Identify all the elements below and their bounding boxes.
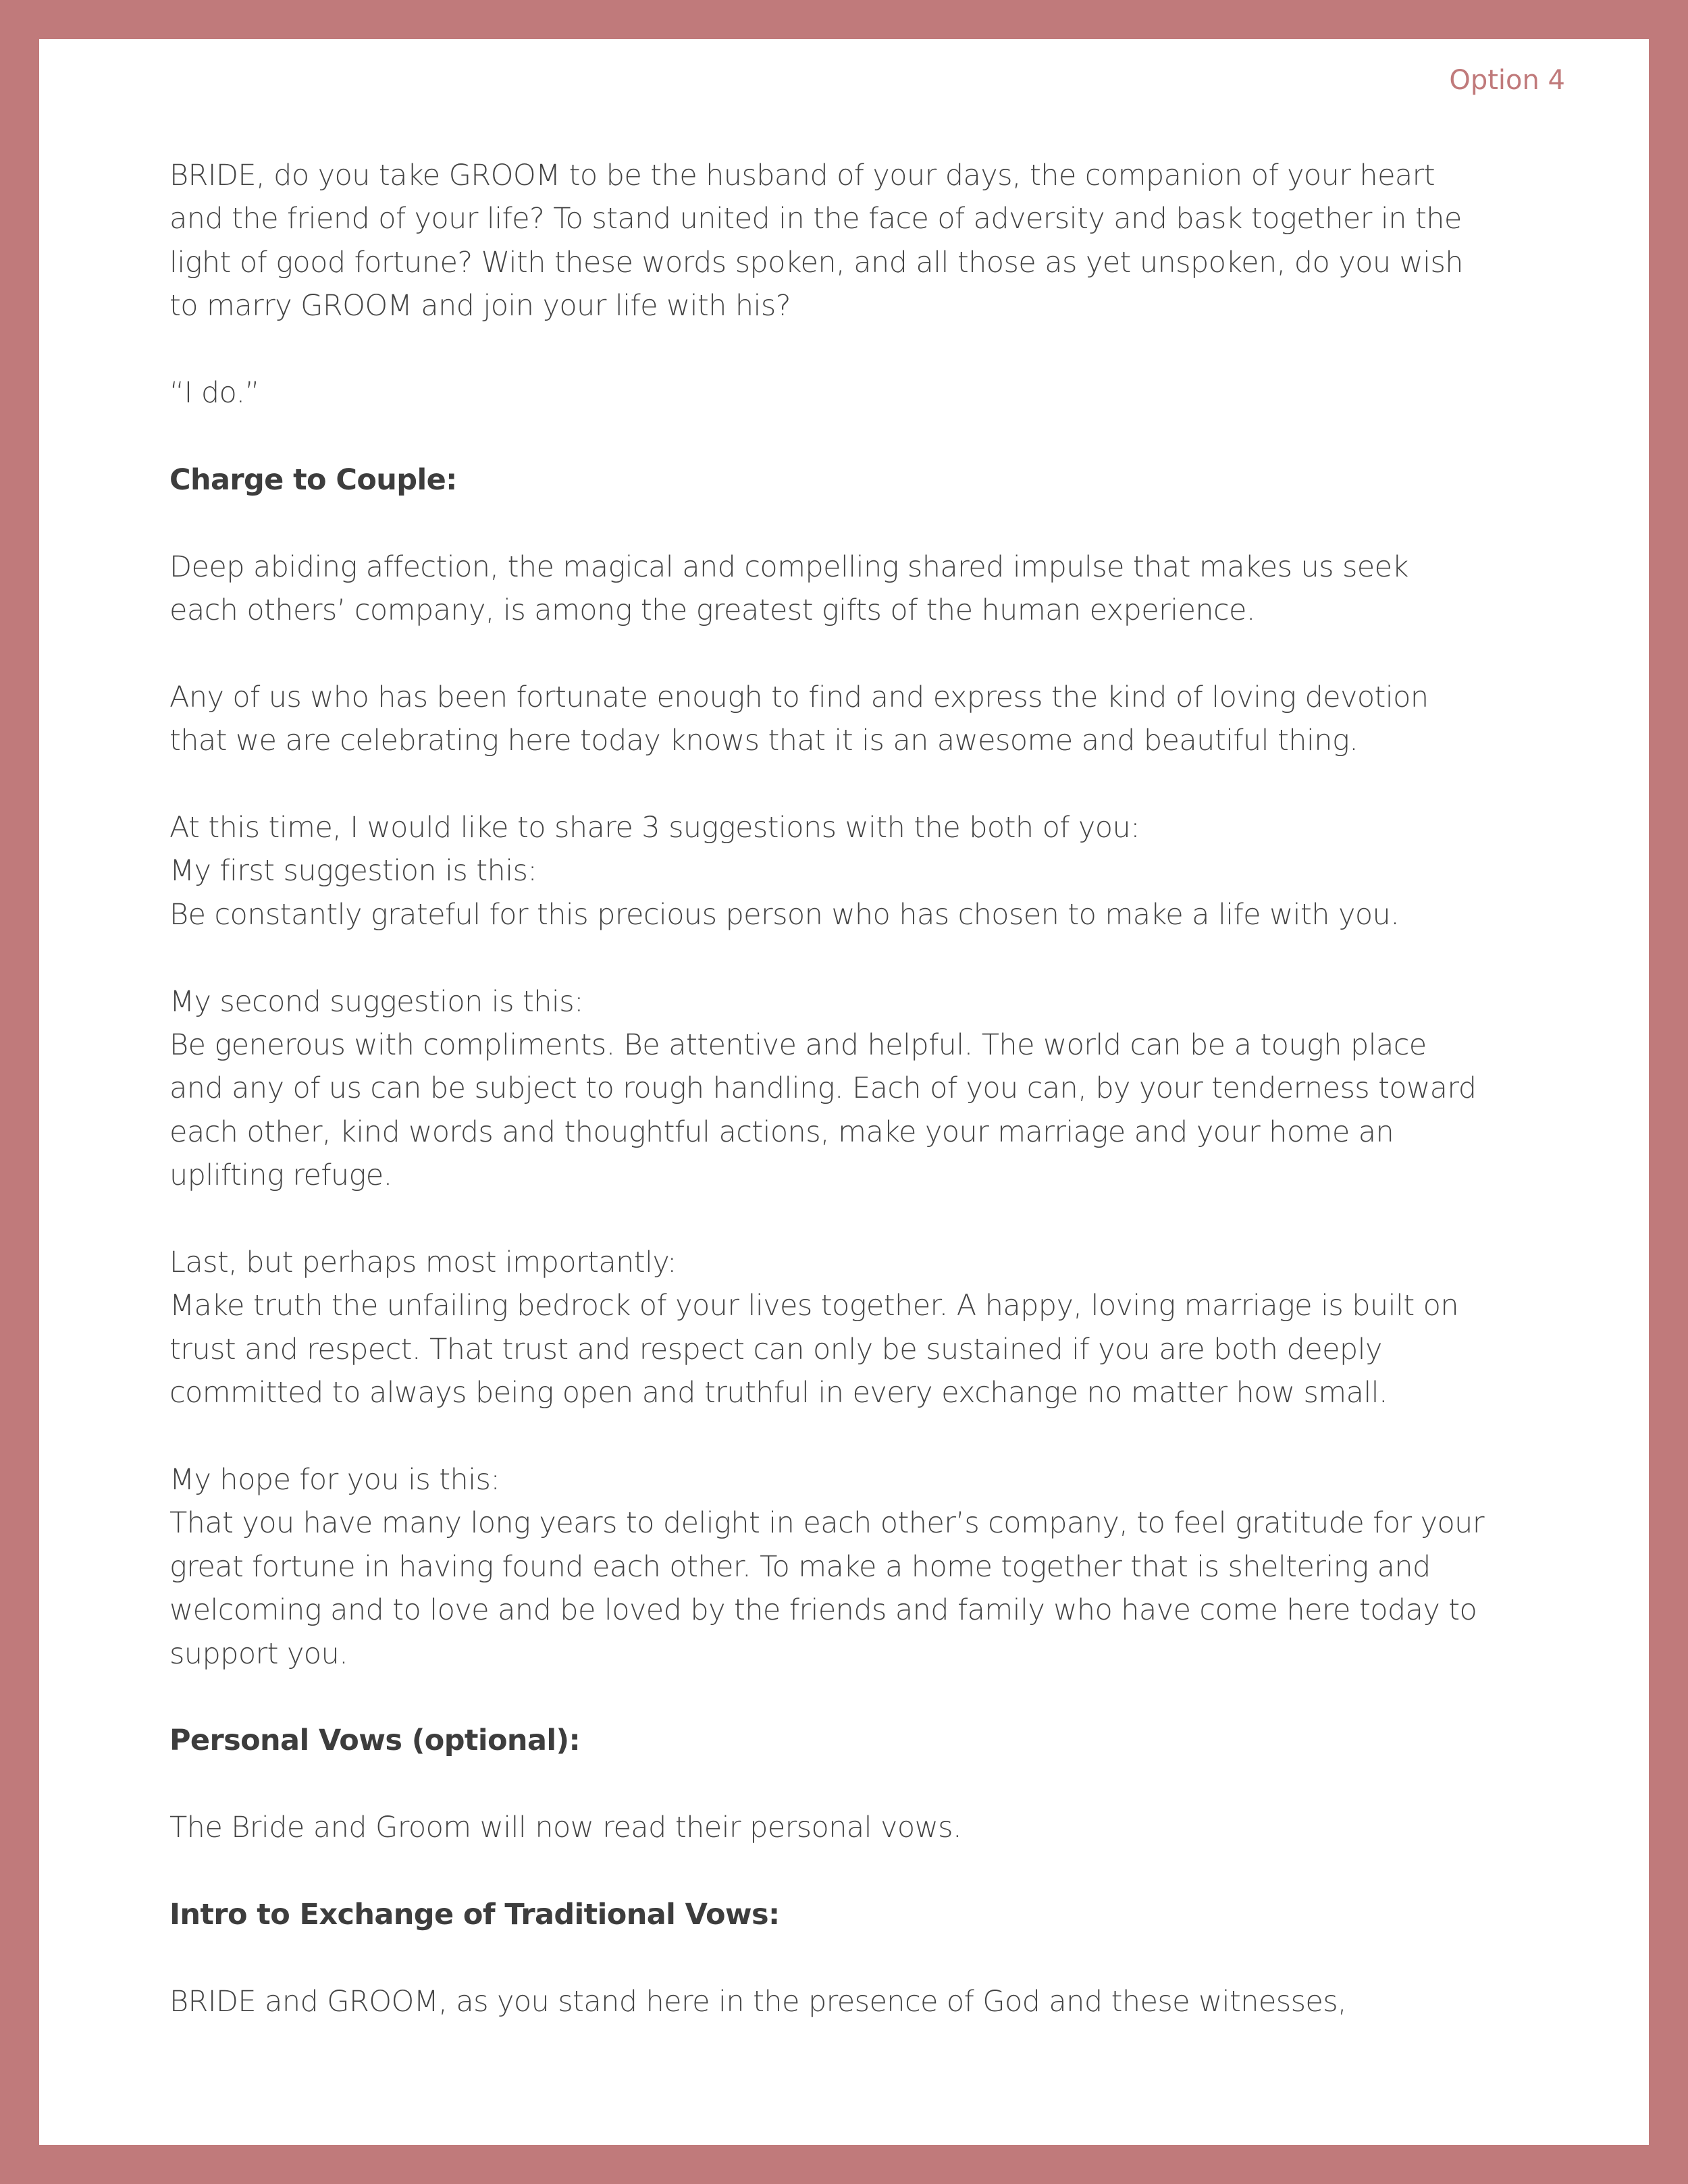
traditional-vows-intro [169, 1980, 1554, 2023]
text-line: Last, but perhaps most importantly: [169, 1246, 677, 1280]
text-line: “I do.” [169, 376, 260, 410]
text-line: That you have many long years to delight in each other’s company, to feel gratitude for your [169, 1506, 1484, 1541]
option-label: Option 4 [1449, 65, 1565, 96]
text-line: uplifting refuge. [169, 1158, 392, 1193]
text-line: welcoming and to love and be loved by the friends and family who have come here today to [169, 1593, 1477, 1628]
personal-vows-text [169, 1806, 1554, 1849]
text-line: to marry GROOM and join your life with his? [169, 289, 791, 323]
second-suggestion [169, 980, 1554, 1198]
suggestions-intro [169, 806, 1554, 936]
text-line: light of good fortune? With these words spoken, and all those as yet unspoken, do you wish [169, 245, 1463, 279]
last-suggestion [169, 1241, 1554, 1415]
text-line: each other, kind words and thoughtful actions, make your marriage and your home an [169, 1115, 1394, 1149]
text-line: that we are celebrating here today knows that it is an awesome and beautiful thing. [169, 724, 1359, 758]
text-line: great fortune in having found each other. To make a home together that is sheltering and [169, 1549, 1431, 1584]
charge-heading: Charge to Couple: [169, 462, 457, 497]
text-line: At this time, I would like to share 3 suggestions with the both of you: [169, 811, 1140, 845]
charge-paragraph-1 [169, 545, 1554, 633]
document-page [39, 39, 1649, 2145]
bride-answer [169, 371, 1554, 415]
text-line: BRIDE, do you take GROOM to be the husband of your days, the companion of your heart [169, 159, 1435, 192]
text-line: Be constantly grateful for this precious person who has chosen to make a life with you. [169, 897, 1400, 932]
text-line: Make truth the unfailing bedrock of your lives together. A happy, loving marriage is built on [169, 1289, 1459, 1323]
text-line: trust and respect. That trust and respect can only be sustained if you are both deeply [169, 1332, 1382, 1366]
charge-paragraph-2 [169, 676, 1554, 763]
text-line: Be generous with compliments. Be attentive and helpful. The world can be a tough place [169, 1028, 1427, 1063]
text-line: BRIDE and GROOM, as you stand here in the presence of God and these witnesses, [169, 1984, 1347, 2019]
bride-question [169, 154, 1554, 328]
text-line: Deep abiding affection, the magical and compelling shared impulse that makes us seek [169, 550, 1408, 584]
hope-paragraph [169, 1458, 1554, 1676]
text-line: each others’ company, is among the greatest gifts of the human experience. [169, 593, 1255, 628]
text-line: and any of us can be subject to rough handling. Each of you can, by your tenderness toward [169, 1071, 1477, 1106]
text-line: My hope for you is this: [169, 1463, 500, 1497]
text-line: and the friend of your life? To stand united in the face of adversity and bask together in the [169, 202, 1462, 236]
ceremony-script [169, 154, 1554, 2067]
text-line: committed to always being open and truthful in every exchange no matter how small. [169, 1376, 1388, 1410]
text-line: support you. [169, 1636, 348, 1671]
text-line: The Bride and Groom will now read their personal vows. [169, 1811, 962, 1845]
text-line: My second suggestion is this: [169, 984, 583, 1019]
personal-vows-heading: Personal Vows (optional): [169, 1724, 581, 1758]
text-line: My first suggestion is this: [169, 854, 537, 888]
traditional-vows-heading: Intro to Exchange of Traditional Vows: [169, 1898, 780, 1932]
text-line: Any of us who has been fortunate enough to find and express the kind of loving devotion [169, 680, 1429, 714]
